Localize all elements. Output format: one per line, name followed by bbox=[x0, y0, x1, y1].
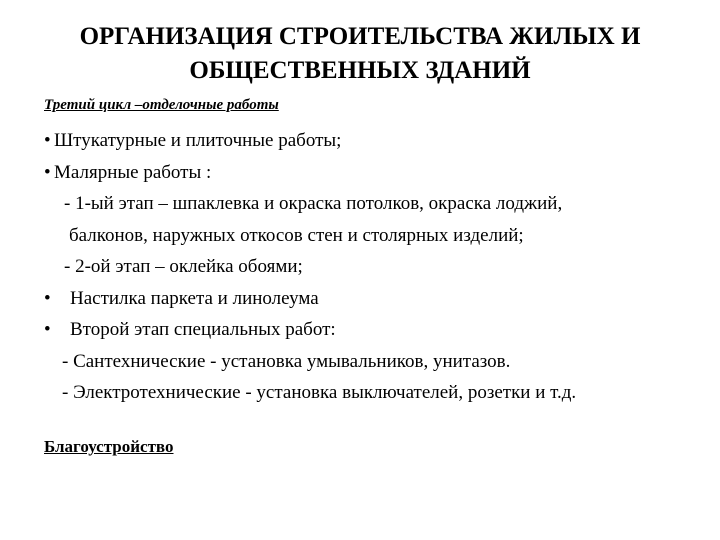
list-item-text: Малярные работы : bbox=[54, 161, 212, 183]
section-subtitle: Третий цикл –отделочные работы bbox=[44, 97, 279, 113]
sub-item-text: - 2-ой этап – оклейка обоями; bbox=[64, 256, 303, 277]
list-item-flooring bbox=[44, 283, 704, 315]
list-item-painting bbox=[44, 157, 704, 189]
content-list bbox=[44, 125, 704, 409]
section-heading-landscaping: Благоустройство bbox=[44, 437, 174, 456]
list-item-special-works bbox=[44, 314, 704, 346]
title-line-1: ОРГАНИЗАЦИЯ СТРОИТЕЛЬСТВА ЖИЛЫХ И bbox=[79, 23, 641, 50]
list-item-plaster bbox=[44, 125, 704, 157]
bullet-icon: • bbox=[44, 130, 51, 151]
sub-item-plumbing bbox=[44, 346, 704, 378]
sub-item-stage-1-continued bbox=[44, 220, 704, 252]
bullet-icon: • bbox=[44, 161, 51, 183]
sub-item-text: балконов, наружных откосов стен и столярных изделий; bbox=[69, 224, 524, 246]
sub-item-text: - Сантехнические - установка умывальников, унитазов. bbox=[62, 350, 511, 372]
list-item-text: Штукатурные и плиточные работы; bbox=[54, 130, 342, 151]
page-title bbox=[30, 20, 690, 88]
sub-item-text: - Электротехнические - установка выключателей, розетки и т.д. bbox=[62, 382, 577, 403]
list-item-text: Второй этап специальных работ: bbox=[70, 319, 336, 340]
sub-item-text: - 1-ый этап – шпаклевка и окраска потолков, окраска лоджий, bbox=[64, 193, 563, 214]
sub-item-stage-1 bbox=[44, 188, 704, 220]
sub-item-stage-2 bbox=[44, 251, 704, 283]
list-item-text: Настилка паркета и линолеума bbox=[70, 287, 319, 309]
bullet-icon: • bbox=[44, 319, 51, 340]
sub-item-electrical bbox=[44, 377, 704, 409]
bullet-icon: • bbox=[44, 287, 51, 309]
title-line-2: ОБЩЕСТВЕННЫХ ЗДАНИЙ bbox=[189, 57, 531, 84]
